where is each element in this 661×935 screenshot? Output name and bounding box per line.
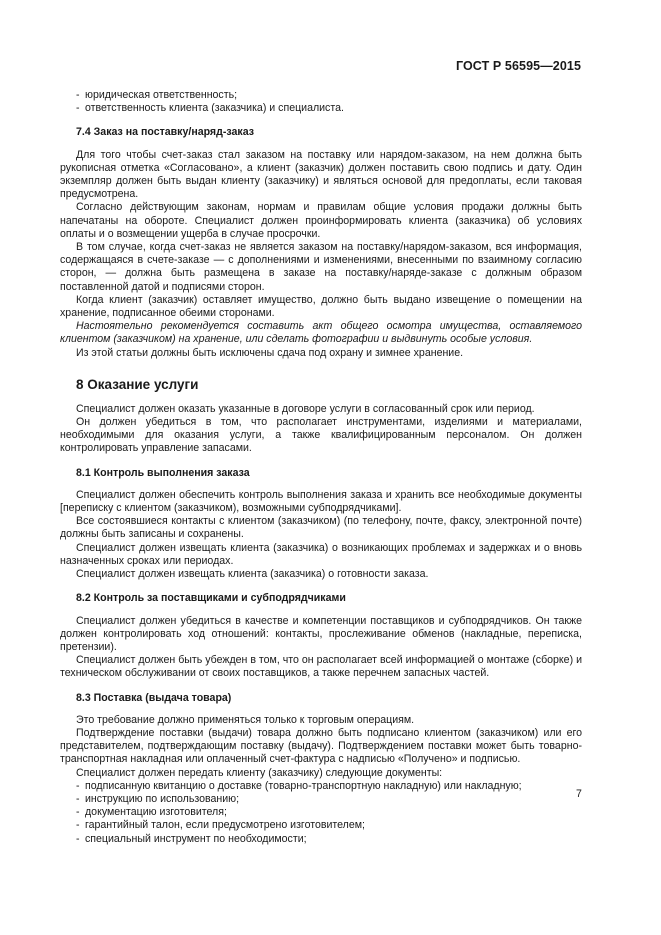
list-item: - юридическая ответственность;: [60, 89, 582, 102]
section-heading-8-1: 8.1 Контроль выполнения заказа: [76, 466, 250, 479]
list-item: - инструкцию по использованию;: [60, 793, 582, 806]
paragraph: Для того чтобы счет-заказ стал заказом на поставку или нарядом-заказом, на нем должна быть рукописная отметка «Согласовано», а клиент (заказчик) должен поставить свою подпись и дату. Один экземпляр должен быть выдан клиенту (заказчику) и являться основой для предоплаты, если таковая предусмотрена.: [60, 148, 582, 201]
paragraph: Он должен убедиться в том, что располагает инструментами, изделиями и материалами, необходимыми для оказания услуги, а также квалифицированным персоналом. Он должен контролировать управление запасами.: [60, 416, 582, 455]
paragraph: Согласно действующим законам, нормам и правилам общие условия продажи должны быть напечатаны на обороте. Специалист должен проинформировать клиента (заказчика) об условиях оплаты и о возмещении ущерба в случае просрочки.: [60, 201, 582, 240]
list-item: - ответственность клиента (заказчика) и специалиста.: [60, 102, 582, 115]
paragraph: Специалист должен передать клиенту (заказчику) следующие документы:: [76, 766, 443, 779]
list-item: - гарантийный талон, если предусмотрено изготовителем;: [60, 819, 582, 832]
document-code-header: ГОСТ Р 56595—2015: [455, 59, 581, 73]
page-number: 7: [576, 788, 582, 800]
section-heading-7-4: 7.4 Заказ на поставку/наряд-заказ: [76, 126, 254, 139]
paragraph: Специалист должен оказать указанные в договоре услуги в согласованный срок или период.: [76, 402, 535, 415]
paragraph: Это требование должно применяться только к торговым операциям.: [76, 713, 415, 726]
italic-recommendation: Настоятельно рекомендуется составить акт общего осмотра имущества, оставляемого клиентом (заказчиком) на хранение, или сделать фотографии и выдвинуть особые условия.: [60, 320, 582, 346]
list-item: - подписанную квитанцию о доставке (товарно-транспортную накладную) или накладную;: [60, 780, 582, 793]
paragraph: Все состоявшиеся контакты с клиентом (заказчиком) (по телефону, почте, факсу, электронной почте) должны быть записаны и сохранены.: [60, 515, 582, 541]
paragraph: Из этой статьи должны быть исключены сдача под охрану и зимнее хранение.: [76, 346, 464, 359]
paragraph: Специалист должен извещать клиента (заказчика) о возникающих проблемах и задержках и о вновь назначенных сроках или периодах.: [60, 541, 582, 567]
page-body: [60, 89, 582, 846]
paragraph: Специалист должен быть убежден в том, что он располагает всей информацией о монтаже (сборке) и техническом обслуживании от своих поставщиков, а также перечнем запасных частей.: [60, 654, 582, 680]
section-heading-8-3: 8.3 Поставка (выдача товара): [76, 691, 232, 704]
list-item: - специальный инструмент по необходимости;: [60, 833, 582, 846]
list-item: - документацию изготовителя;: [60, 806, 582, 819]
section-heading-8: 8 Оказание услуги: [76, 376, 199, 392]
paragraph: Специалист должен извещать клиента (заказчика) о готовности заказа.: [76, 568, 429, 581]
paragraph: В том случае, когда счет-заказ не является заказом на поставку/нарядом-заказом, вся информация, содержащаяся в счете-заказе — с дополнениями и изменениями, внесенными по взаимному согласию сторон, — должна быть размещена в заказе на поставку/наряде-заказе с должным образом поставленной датой и подписями сторон.: [60, 241, 582, 293]
paragraph: Специалист должен обеспечить контроль выполнения заказа и хранить все необходимые документы [переписку с клиентом (заказчиком), возможными субподрядчиками].: [60, 488, 582, 515]
paragraph: Специалист должен убедиться в качестве и компетенции поставщиков и субподрядчиков. Он также должен контролировать ход отношений: контакты, прослеживание обменов (накладные, переписка, претензии).: [60, 614, 582, 653]
paragraph: Когда клиент (заказчик) оставляет имущество, должно быть выдано извещение о помещении на хранение, подписанное обеими сторонами.: [60, 293, 582, 320]
section-heading-8-2: 8.2 Контроль за поставщиками и субподрядчиками: [76, 592, 346, 605]
paragraph: Подтверждение поставки (выдачи) товара должно быть подписано клиентом (заказчиком) или его представителем, подтверждающим поставку (выдачу). Подтверждением поставки может быть товарно-транспортная накладная или оплаченный счет-фактура с надписью «Получено» и подписью.: [60, 726, 582, 766]
